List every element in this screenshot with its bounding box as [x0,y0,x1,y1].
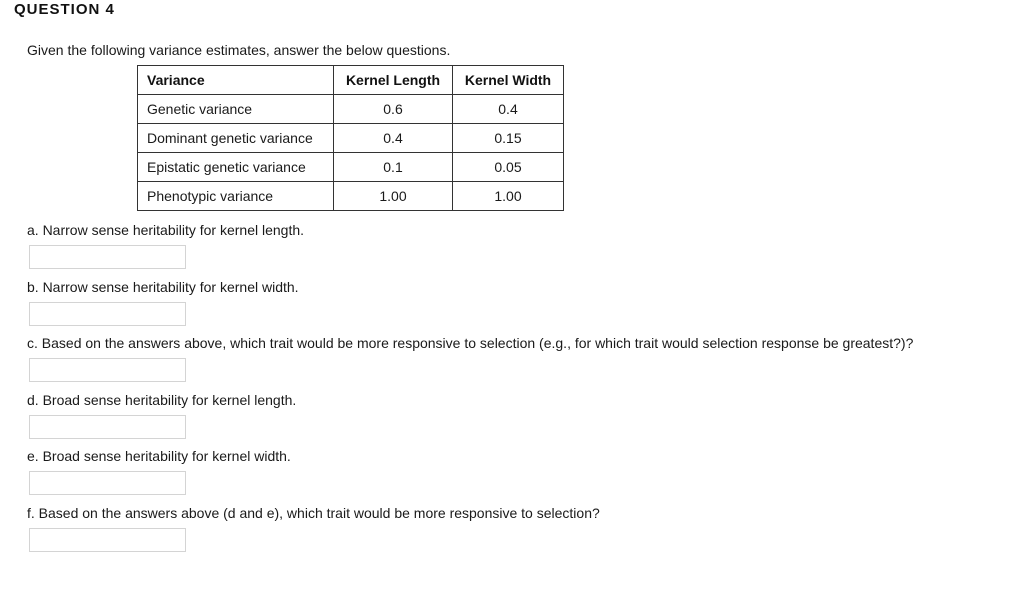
part-c-prompt: c. Based on the answers above, which trait would be more responsive to selection (e.g., for which trait would selection response be greatest?)? [27,335,914,351]
part-b-answer-input[interactable] [29,302,186,326]
question-intro: Given the following variance estimates, answer the below questions. [27,42,451,58]
kernel-width-value: 0.05 [453,153,564,182]
row-label: Dominant genetic variance [138,124,334,153]
part-b-prompt: b. Narrow sense heritability for kernel width. [27,279,299,295]
part-e-answer-input[interactable] [29,471,186,495]
part-a-prompt: a. Narrow sense heritability for kernel length. [27,222,305,238]
part-f-prompt: f. Based on the answers above (d and e), which trait would be more responsive to selection? [27,505,600,521]
kernel-length-value: 0.6 [334,95,453,124]
question-title: QUESTION 4 [14,1,115,18]
kernel-width-value: 0.15 [453,124,564,153]
table-header-row [138,66,564,95]
kernel-length-value: 0.1 [334,153,453,182]
part-c-answer-input[interactable] [29,358,186,382]
row-label: Epistatic genetic variance [138,153,334,182]
part-d-prompt: d. Broad sense heritability for kernel length. [27,392,297,408]
header-kernel-width: Kernel Width [453,66,564,95]
header-kernel-length: Kernel Length [334,66,453,95]
kernel-width-value: 1.00 [453,182,564,211]
variance-table [137,65,564,211]
table-row [138,124,564,153]
part-d-answer-input[interactable] [29,415,186,439]
part-f-answer-input[interactable] [29,528,186,552]
table-row [138,182,564,211]
row-label: Phenotypic variance [138,182,334,211]
part-a-answer-input[interactable] [29,245,186,269]
table-row [138,153,564,182]
kernel-width-value: 0.4 [453,95,564,124]
row-label: Genetic variance [138,95,334,124]
kernel-length-value: 1.00 [334,182,453,211]
header-variance: Variance [138,66,334,95]
kernel-length-value: 0.4 [334,124,453,153]
part-e-prompt: e. Broad sense heritability for kernel width. [27,448,291,464]
table-row [138,95,564,124]
